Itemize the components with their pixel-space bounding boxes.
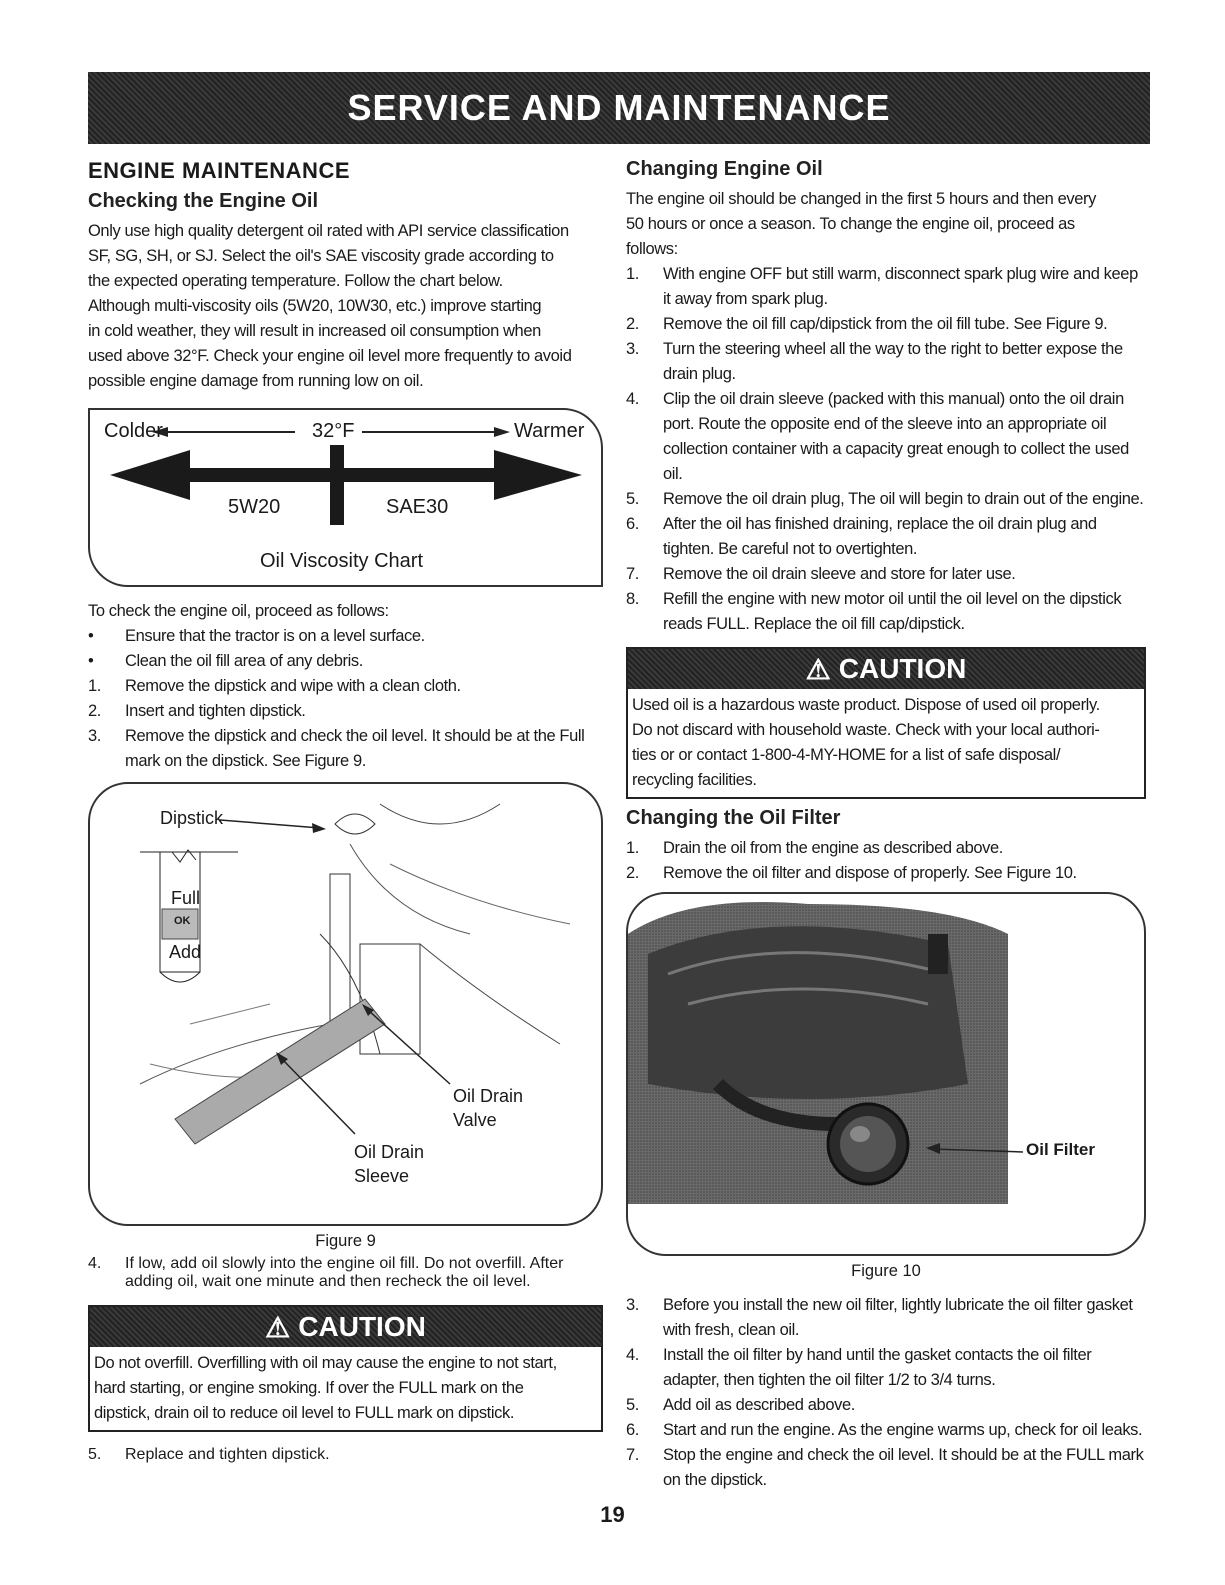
list-item xyxy=(88,699,603,724)
label-line: Valve xyxy=(453,1110,497,1130)
proceed-text: To check the engine oil, proceed as follows: xyxy=(88,602,389,620)
step-text: If low, add oil slowly into the engine oil fill. Do not overfill. After adding oil, wait one minute and then recheck the oil level. xyxy=(125,1255,564,1290)
change-oil-steps xyxy=(626,262,1146,637)
add-mark-label: Add xyxy=(169,942,202,962)
step-text: Remove the oil fill cap/dipstick from the oil fill tube. See Figure 9. xyxy=(663,315,1108,333)
label-line: Oil Drain xyxy=(354,1142,425,1162)
full-mark-label: Full xyxy=(171,888,201,908)
oil-drain-valve-label xyxy=(453,1084,523,1132)
check-oil-steps xyxy=(88,624,603,774)
figure-9-caption: Figure 9 xyxy=(315,1232,376,1250)
filter-steps xyxy=(626,836,1146,886)
banner-title: SERVICE AND MAINTENANCE xyxy=(347,87,891,128)
step-number: 7. xyxy=(626,565,639,583)
step-text: Before you install the new oil filter, lightly lubricate the oil filter gasket with fresh, clean oil. xyxy=(663,1296,1133,1339)
page-number: 19 xyxy=(600,1502,625,1527)
step-number: 2. xyxy=(88,702,101,720)
intro-line: possible engine damage from running low on oil. xyxy=(88,372,424,390)
step-text: Clean the oil fill area of any debris. xyxy=(125,652,363,670)
left-column xyxy=(88,158,603,1464)
checking-oil-heading: Checking the Engine Oil xyxy=(88,190,319,212)
step-text: Clip the oil drain sleeve (packed with this manual) onto the oil drain port. Route the opposite end of the sleeve into an appropriate oil collection container with a capacity great enough to collect the used oil. xyxy=(663,390,1129,483)
list-item xyxy=(88,649,603,674)
caution-body xyxy=(90,1347,601,1430)
intro-line: Although multi-viscosity oils (5W20, 10W30, etc.) improve starting xyxy=(88,297,542,315)
caution-box-disposal xyxy=(626,647,1146,799)
list-item xyxy=(626,337,1146,387)
oil-drain-sleeve-label xyxy=(354,1140,424,1188)
intro-line: 50 hours or once a season. To change the engine oil, proceed as xyxy=(626,215,1075,233)
step-number: 6. xyxy=(626,1421,639,1439)
list-item xyxy=(88,1446,603,1464)
warning-triangle-icon: ⚠ xyxy=(805,653,831,685)
step-number: 6. xyxy=(626,515,639,533)
caution-header xyxy=(628,649,1144,689)
step-text: Stop the engine and check the oil level. It should be at the FULL mark on the dipstick. xyxy=(663,1446,1144,1489)
list-item xyxy=(626,487,1146,512)
caution-title: CAUTION xyxy=(838,653,967,684)
step-text: Replace and tighten dipstick. xyxy=(125,1446,330,1463)
list-item xyxy=(88,724,603,774)
dipstick-label: Dipstick xyxy=(160,808,224,828)
list-item xyxy=(626,587,1146,637)
step-text: Drain the oil from the engine as described above. xyxy=(663,839,1003,857)
caution-body xyxy=(628,689,1144,797)
caution-box-overfill xyxy=(88,1305,603,1432)
ok-mark-label: OK xyxy=(174,915,191,927)
oil-filter-label: Oil Filter xyxy=(1026,1140,1095,1159)
changing-oil-intro xyxy=(626,187,1146,262)
list-item xyxy=(88,674,603,699)
list-item xyxy=(626,512,1146,562)
list-item xyxy=(626,861,1146,886)
bullet: • xyxy=(88,652,94,670)
caution-line: Used oil is a hazardous waste product. Dispose of used oil properly. xyxy=(632,696,1100,714)
step-number: 2. xyxy=(626,864,639,882)
intro-line: The engine oil should be changed in the first 5 hours and then every xyxy=(626,190,1096,208)
list-item xyxy=(626,836,1146,861)
list-item xyxy=(626,1293,1146,1343)
oil-filter-photo xyxy=(628,894,1144,1254)
step-number: 3. xyxy=(626,340,639,358)
warning-triangle-icon: ⚠ xyxy=(265,1311,291,1343)
intro-line: used above 32°F. Check your engine oil level more frequently to avoid xyxy=(88,347,572,365)
step-text: Add oil as described above. xyxy=(663,1396,855,1414)
list-item xyxy=(626,1343,1146,1393)
changing-oil-heading: Changing Engine Oil xyxy=(626,158,823,180)
right-column xyxy=(626,158,1146,1493)
figure-10-caption: Figure 10 xyxy=(851,1262,921,1280)
label-line: Sleeve xyxy=(354,1166,410,1186)
step-text: Remove the oil drain plug, The oil will begin to drain out of the engine. xyxy=(663,490,1144,508)
viscosity-5w20: 5W20 xyxy=(228,496,281,518)
step-text: Refill the engine with new motor oil until the oil level on the dipstick reads FULL. Replace the oil fill cap/dipstick. xyxy=(663,590,1122,633)
caution-line: hard starting, or engine smoking. If over the FULL mark on the xyxy=(94,1379,524,1397)
step-number: 4. xyxy=(626,390,639,408)
caution-line: recycling facilities. xyxy=(632,771,757,789)
step-text: Start and run the engine. As the engine warms up, check for oil leaks. xyxy=(663,1421,1143,1439)
step-number: 1. xyxy=(626,265,639,283)
step-number: 3. xyxy=(88,727,101,745)
intro-line: in cold weather, they will result in increased oil consumption when xyxy=(88,322,541,340)
caution-line: Do not discard with household waste. Check with your local authori- xyxy=(632,721,1100,739)
figure-10-illustration xyxy=(626,892,1146,1256)
section-title: ENGINE MAINTENANCE xyxy=(88,158,351,183)
caution-title: CAUTION xyxy=(298,1311,426,1342)
warmer-label: Warmer xyxy=(514,420,585,442)
list-item xyxy=(626,1393,1146,1418)
engine-drain-drawing xyxy=(90,784,601,1224)
list-item xyxy=(626,387,1146,487)
caution-header xyxy=(90,1307,601,1347)
step-text: Remove the dipstick and check the oil level. It should be at the Full mark on the dipstick. See Figure 9. xyxy=(125,727,585,770)
caution-line: Do not overfill. Overfilling with oil may cause the engine to not start, xyxy=(94,1354,557,1372)
step-text: Remove the oil filter and dispose of properly. See Figure 10. xyxy=(663,864,1077,882)
step-number: 4. xyxy=(626,1346,639,1364)
figure-9-illustration xyxy=(88,782,603,1226)
intro-line: the expected operating temperature. Follow the chart below. xyxy=(88,272,503,290)
intro-line: Only use high quality detergent oil rated with API service classification xyxy=(88,222,569,240)
step-number: 4. xyxy=(88,1255,102,1272)
list-item xyxy=(626,312,1146,337)
list-item xyxy=(88,624,603,649)
list-item xyxy=(626,1418,1146,1443)
temperature-label: 32°F xyxy=(312,420,355,442)
step-number: 8. xyxy=(626,590,639,608)
step-number: 2. xyxy=(626,315,639,333)
colder-label: Colder xyxy=(104,420,163,442)
step-text: Remove the dipstick and wipe with a clean cloth. xyxy=(125,677,461,695)
step-number: 5. xyxy=(626,490,639,508)
filter-steps-continued xyxy=(626,1293,1146,1493)
oil-viscosity-chart xyxy=(88,408,603,587)
step-number: 5. xyxy=(626,1396,639,1414)
intro-paragraph xyxy=(88,219,603,394)
step-text: Ensure that the tractor is on a level surface. xyxy=(125,627,425,645)
step-text: After the oil has finished draining, replace the oil drain plug and tighten. Be careful not to overtighten. xyxy=(663,515,1097,558)
list-item xyxy=(626,562,1146,587)
intro-line: SF, SG, SH, or SJ. Select the oil's SAE viscosity grade according to xyxy=(88,247,554,265)
list-item xyxy=(626,1443,1146,1493)
step-text: Turn the steering wheel all the way to the right to better expose the drain plug. xyxy=(663,340,1123,383)
caution-line: dipstick, drain oil to reduce oil level to FULL mark on dipstick. xyxy=(94,1404,514,1422)
step-number: 3. xyxy=(626,1296,639,1314)
section-banner xyxy=(88,72,1150,144)
step-number: 1. xyxy=(626,839,639,857)
step-text: Remove the oil drain sleeve and store for later use. xyxy=(663,565,1016,583)
caution-line: ties or or contact 1-800-4-MY-HOME for a list of safe disposal/ xyxy=(632,746,1061,764)
step-number: 1. xyxy=(88,677,101,695)
step-text: Install the oil filter by hand until the gasket contacts the oil filter adapter, then tighten the oil filter 1/2 to 3/4 turns. xyxy=(663,1346,1092,1389)
intro-line: follows: xyxy=(626,240,678,258)
bullet: • xyxy=(88,627,94,645)
list-item xyxy=(626,262,1146,312)
step-text: With engine OFF but still warm, disconnect spark plug wire and keep it away from spark plug. xyxy=(663,265,1138,308)
step-number: 5. xyxy=(88,1446,102,1463)
step-text: Insert and tighten dipstick. xyxy=(125,702,306,720)
changing-filter-heading: Changing the Oil Filter xyxy=(626,807,841,829)
viscosity-sae30: SAE30 xyxy=(386,496,449,518)
list-item xyxy=(88,1255,603,1291)
label-line: Oil Drain xyxy=(453,1086,524,1106)
chart-caption: Oil Viscosity Chart xyxy=(260,550,424,572)
step-number: 7. xyxy=(626,1446,639,1464)
